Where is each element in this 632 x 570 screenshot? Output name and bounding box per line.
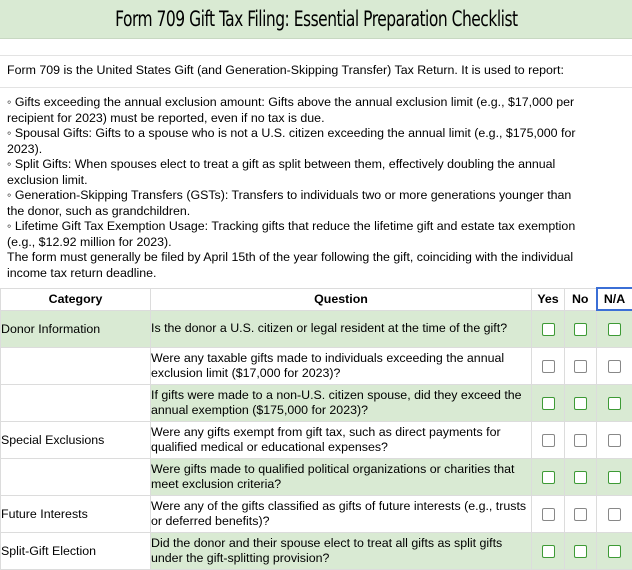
question-cell[interactable]: Did the donor and their spouse elect to treat all gifts as split gifts under the gift-splitting provision? bbox=[151, 533, 532, 570]
no-checkbox[interactable] bbox=[574, 508, 587, 521]
category-cell[interactable] bbox=[1, 348, 151, 385]
category-cell[interactable]: Future Interests bbox=[1, 496, 151, 533]
header-na-selected-cell[interactable]: N/A bbox=[597, 288, 632, 310]
yes-checkbox[interactable] bbox=[542, 471, 555, 484]
question-cell[interactable]: Is the donor a U.S. citizen or legal resident at the time of the gift? bbox=[151, 310, 532, 348]
checklist-table bbox=[0, 287, 632, 570]
yes-checkbox[interactable] bbox=[542, 360, 555, 373]
yes-checkbox[interactable] bbox=[542, 397, 555, 410]
bullet-line: ◦ Gifts exceeding the annual exclusion amount: Gifts above the annual exclusion limit (e.g., $17,000 per bbox=[7, 95, 575, 109]
bullet-line: recipient for 2023) must be reported, even if no tax is due. bbox=[7, 110, 325, 125]
header-category[interactable]: Category bbox=[1, 288, 151, 310]
na-checkbox[interactable] bbox=[608, 323, 621, 336]
intro-bullets bbox=[7, 95, 625, 281]
na-checkbox[interactable] bbox=[608, 545, 621, 558]
intro-lead: Form 709 is the United States Gift (and Generation-Skipping Transfer) Tax Return. It is used to report: bbox=[7, 63, 564, 77]
title-bar bbox=[0, 0, 632, 39]
yes-checkbox[interactable] bbox=[542, 323, 555, 336]
na-checkbox[interactable] bbox=[608, 508, 621, 521]
yes-checkbox[interactable] bbox=[542, 508, 555, 521]
question-cell[interactable]: Were any gifts exempt from gift tax, such as direct payments for qualified medical or educational expenses? bbox=[151, 422, 532, 459]
bullet-line: ◦ Lifetime Gift Tax Exemption Usage: Tracking gifts that reduce the lifetime gift and estate tax exemption bbox=[7, 219, 576, 233]
no-checkbox[interactable] bbox=[574, 360, 587, 373]
category-cell[interactable]: Special Exclusions bbox=[1, 422, 151, 459]
sheet-title: Form 709 Gift Tax Filing: Essential Preparation Checklist bbox=[114, 7, 518, 31]
header-yes[interactable]: Yes bbox=[532, 288, 565, 310]
table-row bbox=[1, 422, 632, 459]
header-question[interactable]: Question bbox=[151, 288, 532, 310]
yes-checkbox[interactable] bbox=[542, 545, 555, 558]
na-checkbox[interactable] bbox=[608, 471, 621, 484]
no-checkbox[interactable] bbox=[574, 545, 587, 558]
category-cell[interactable]: Donor Information bbox=[1, 310, 151, 348]
bullet-line: (e.g., $12.92 million for 2023). bbox=[7, 234, 172, 249]
na-checkbox[interactable] bbox=[608, 360, 621, 373]
table-row bbox=[1, 459, 632, 496]
no-checkbox[interactable] bbox=[574, 434, 587, 447]
question-cell[interactable]: If gifts were made to a non-U.S. citizen spouse, did they exceed the annual exemption ($175,000 for 2023)? bbox=[151, 385, 532, 422]
question-cell[interactable]: Were any of the gifts classified as gifts of future interests (e.g., trusts or deferred benefits)? bbox=[151, 496, 532, 533]
category-cell[interactable] bbox=[1, 385, 151, 422]
bullet-line: 2023). bbox=[7, 141, 43, 156]
question-cell[interactable]: Were any taxable gifts made to individuals exceeding the annual exclusion limit ($17,000 for 2023)? bbox=[151, 348, 532, 385]
yes-checkbox[interactable] bbox=[542, 434, 555, 447]
table-row bbox=[1, 348, 632, 385]
no-checkbox[interactable] bbox=[574, 397, 587, 410]
na-checkbox[interactable] bbox=[608, 397, 621, 410]
table-row bbox=[1, 310, 632, 348]
bullet-line: ◦ Generation-Skipping Transfers (GSTs): Transfers to individuals two or more generations younger than bbox=[7, 188, 572, 202]
no-checkbox[interactable] bbox=[574, 323, 587, 336]
category-cell[interactable] bbox=[1, 459, 151, 496]
table-header-row bbox=[1, 288, 632, 310]
closing-line: The form must generally be filed by April 15th of the year following the gift, coinciding with the individual bbox=[7, 250, 574, 264]
bullet-line: exclusion limit. bbox=[7, 172, 88, 187]
closing-line: income tax return deadline. bbox=[7, 265, 157, 280]
bullet-line: the donor, such as grandchildren. bbox=[7, 203, 191, 218]
gridline bbox=[0, 87, 632, 88]
bullet-line: ◦ Spousal Gifts: Gifts to a spouse who is not a U.S. citizen exceeding the annual limit (e.g., $175,000 for bbox=[7, 126, 576, 140]
no-checkbox[interactable] bbox=[574, 471, 587, 484]
na-checkbox[interactable] bbox=[608, 434, 621, 447]
header-no[interactable]: No bbox=[565, 288, 597, 310]
category-cell[interactable]: Split-Gift Election bbox=[1, 533, 151, 570]
gridline bbox=[0, 55, 632, 56]
table-row bbox=[1, 496, 632, 533]
bullet-line: ◦ Split Gifts: When spouses elect to treat a gift as split between them, effectively doubling the annual bbox=[7, 157, 556, 171]
table-row bbox=[1, 533, 632, 570]
question-cell[interactable]: Were gifts made to qualified political organizations or charities that meet exclusion criteria? bbox=[151, 459, 532, 496]
table-row bbox=[1, 385, 632, 422]
